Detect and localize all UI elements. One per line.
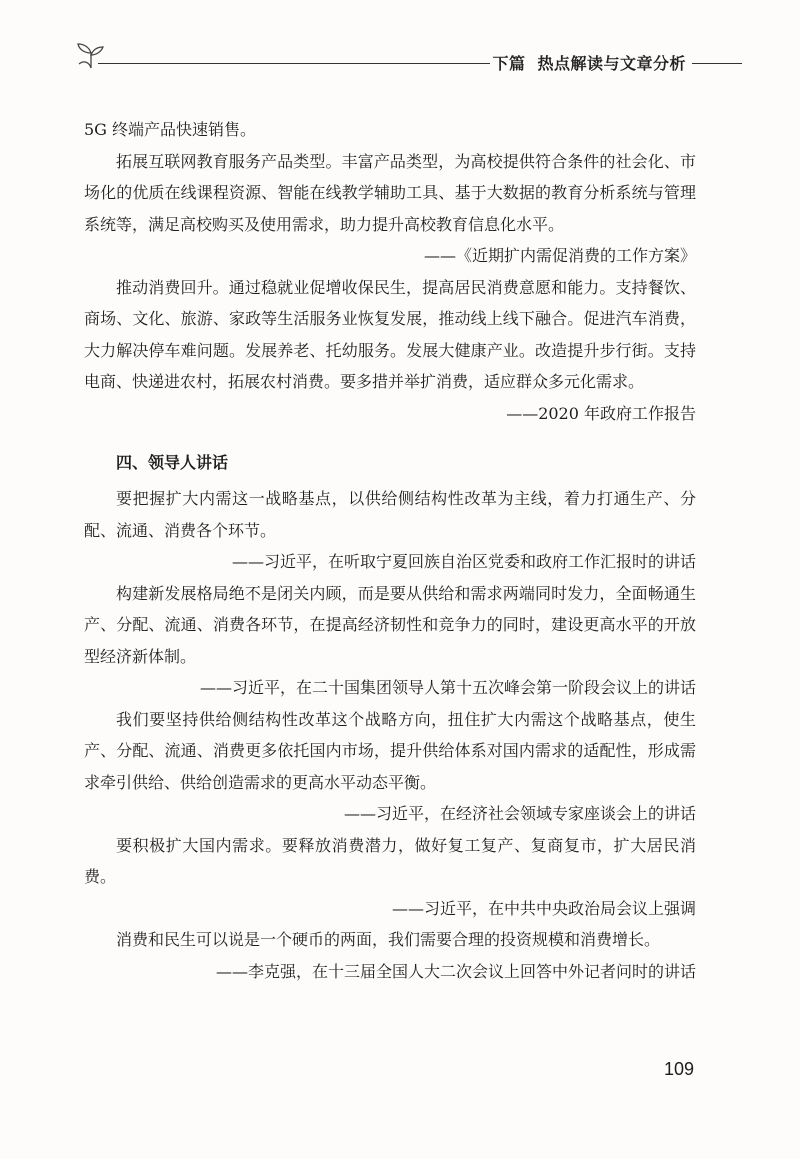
section-heading: 四、领导人讲话 <box>116 453 229 472</box>
paragraph-7: 要积极扩大国内需求。要释放消费潜力，做好复工复产、复商复市，扩大居民消费。 <box>84 835 696 886</box>
running-header <box>74 38 742 78</box>
header-rule-left <box>98 63 490 64</box>
source-6: ——习近平，在中共中央政治局会议上强调 <box>391 898 696 918</box>
paragraph-6: 我们要坚持供给侧结构性改革这个战略方向，扭住扩大内需这个战略基点，使生产、分配、流通、消费更多依托国内市场，提升供给体系对国内需求的适配性，形成需求牵引供给、供给创造需求的更高水平动态平衡。 <box>84 709 696 792</box>
source-1: ——《近期扩内需促消费的工作方案》 <box>423 246 696 265</box>
source-3: ——习近平，在听取宁夏回族自治区党委和政府工作汇报时的讲话 <box>231 552 696 571</box>
paragraph-1: 5G 终端产品快速销售。 <box>84 120 257 139</box>
paragraph-2: 拓展互联网教育服务产品类型。丰富产品类型，为高校提供符合条件的社会化、市场化的优质在线课程资源、智能在线教学辅助工具、基于大数据的教育分析系统与管理系统等，满足高校购买及使用需求，助力提升高校教育信息化水平。 <box>84 151 696 234</box>
source-5: ——习近平，在经济社会领域专家座谈会上的讲话 <box>343 804 696 823</box>
header-rule-right <box>692 63 742 64</box>
paragraph-8: 消费和民生可以说是一个硬币的两面，我们需要合理的投资规模和消费增长。 <box>116 930 661 949</box>
source-7: ——李克强，在十三届全国人大二次会议上回答中外记者问时的讲话 <box>215 961 696 981</box>
page-content <box>84 114 696 987</box>
header-part: 下篇 <box>492 54 526 73</box>
paragraph-4: 要把握扩大内需这一战略基点，以供给侧结构性改革为主线，着力打通生产、分配、流通、消费各个环节。 <box>84 489 696 540</box>
paragraph-3: 推动消费回升。通过稳就业促增收保民生，提高居民消费意愿和能力。支持餐饮、商场、文化、旅游、家政等生活服务业恢复发展，推动线上线下融合。促进汽车消费，大力解决停车难问题。发展养老、托幼服务。发展大健康产业。改造提升步行街。支持电商、快递进农村，拓展农村消费。要多措并举扩消费，适应群众多元化需求。 <box>84 277 696 391</box>
header-title <box>492 51 686 74</box>
source-4: ——习近平，在二十国集团领导人第十五次峰会第一阶段会议上的讲话 <box>199 678 696 697</box>
paragraph-5: 构建新发展格局绝不是闭关内顾，而是要从供给和需求两端同时发力，全面畅通生产、分配、流通、消费各环节，在提高经济韧性和竞争力的同时，建设更高水平的开放型经济新体制。 <box>84 583 696 666</box>
sprout-icon <box>74 42 108 70</box>
header-section-title: 热点解读与文章分析 <box>537 54 686 73</box>
page-number: 109 <box>663 1059 694 1079</box>
source-2: ——2020 年政府工作报告 <box>506 403 696 423</box>
